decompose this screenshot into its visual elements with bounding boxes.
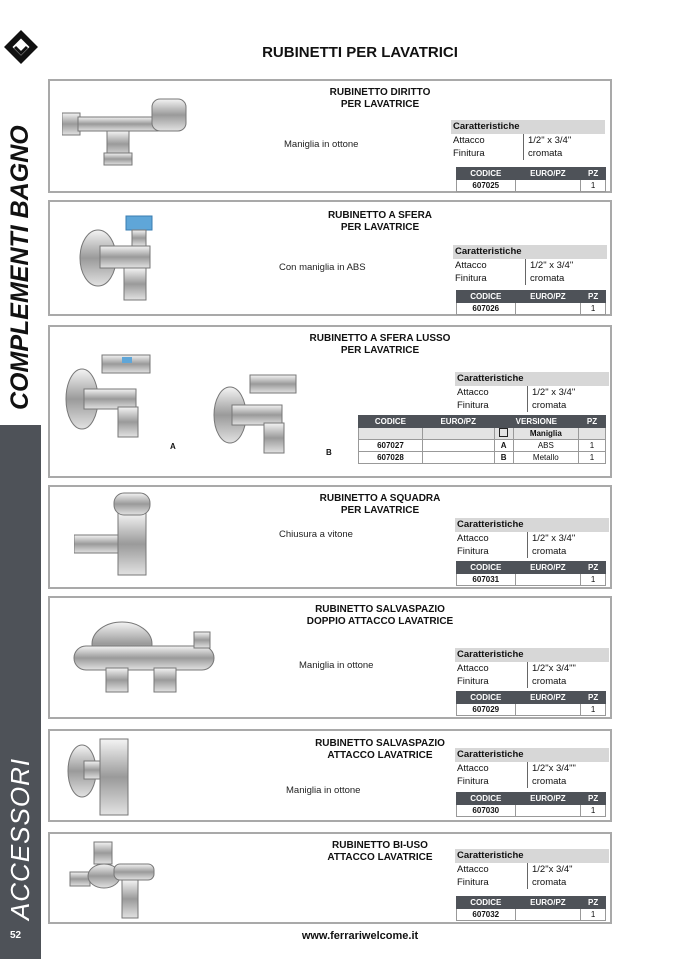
specs-table: Caratteristiche Attacco 1/2" x 3/4" Finitura cromata	[453, 245, 607, 285]
specs-table: Caratteristiche Attacco 1/2"x 3/4"" Finitura cromata	[455, 748, 609, 788]
variant-label-a: A	[170, 442, 176, 451]
section-label: ACCESSORI	[5, 757, 35, 921]
specs-table: Caratteristiche Attacco 1/2" x 3/4" Finitura cromata	[455, 372, 609, 412]
specs-table: Caratteristiche Attacco 1/2" x 3/4" Finitura cromata	[451, 120, 605, 160]
footer-website: www.ferrariwelcome.it	[301, 930, 419, 942]
product-image	[74, 491, 164, 579]
product-title: RUBINETTO SALVASPAZIO DOPPIO ATTACCO LAVATRICE	[306, 604, 454, 627]
code-table: CODICE EURO/PZ PZ 607032 1	[456, 896, 606, 921]
product-card-607027-607028	[48, 325, 612, 478]
product-image-b	[210, 371, 310, 461]
code-table: CODICE EURO/PZ PZ 607026 1	[456, 290, 606, 315]
code-table: CODICE EURO/PZ PZ 607031 1	[456, 561, 606, 586]
product-title: RUBINETTO A SFERA PER LAVATRICE	[327, 210, 433, 233]
page-title: RUBINETTI PER LAVATRICI	[262, 44, 458, 61]
specs-table: Caratteristiche Attacco 1/2"x 3/4" Finitura cromata	[455, 849, 609, 889]
product-description: Chiusura a vitone	[279, 529, 353, 540]
code-table: CODICE EURO/PZ PZ 607030 1	[456, 792, 606, 817]
product-card-607032	[48, 832, 612, 924]
product-image	[78, 212, 168, 307]
product-card-607031	[48, 485, 612, 589]
product-title: RUBINETTO DIRITTO PER LAVATRICE	[329, 87, 431, 110]
product-title: RUBINETTO A SQUADRA PER LAVATRICE	[319, 493, 441, 516]
specs-table: Caratteristiche Attacco 1/2" x 3/4" Finitura cromata	[455, 518, 609, 558]
variant-label-b: B	[326, 448, 332, 457]
product-image-a	[62, 351, 162, 446]
product-image	[62, 95, 197, 167]
product-card-607029	[48, 596, 612, 719]
code-table: CODICE EURO/PZ VERSIONE PZ Maniglia 607027 A ABS 1 607028 B Metallo 1	[358, 415, 606, 464]
sidebar	[0, 0, 41, 959]
category-label: COMPLEMENTI BAGNO	[6, 125, 34, 410]
product-card-607026	[48, 200, 612, 316]
product-title: RUBINETTO SALVASPAZIO ATTACCO LAVATRICE	[315, 738, 445, 761]
product-card-607030	[48, 729, 612, 822]
product-image	[66, 838, 166, 922]
brand-logo-icon	[4, 30, 38, 64]
code-table: CODICE EURO/PZ PZ 607025 1	[456, 167, 606, 192]
product-title: RUBINETTO A SFERA LUSSO PER LAVATRICE	[309, 333, 451, 356]
page-number: 52	[10, 930, 22, 941]
product-description: Con maniglia in ABS	[279, 262, 366, 273]
product-description: Maniglia in ottone	[299, 660, 374, 671]
specs-table: Caratteristiche Attacco 1/2"x 3/4"" Finitura cromata	[455, 648, 609, 688]
code-table: CODICE EURO/PZ PZ 607029 1	[456, 691, 606, 716]
product-image	[64, 735, 134, 819]
product-description: Maniglia in ottone	[284, 139, 359, 150]
checkbox-icon	[499, 428, 508, 437]
product-title: RUBINETTO BI-USO ATTACCO LAVATRICE	[327, 840, 433, 863]
product-image	[70, 618, 220, 698]
product-description: Maniglia in ottone	[286, 785, 361, 796]
product-card-607025	[48, 79, 612, 193]
